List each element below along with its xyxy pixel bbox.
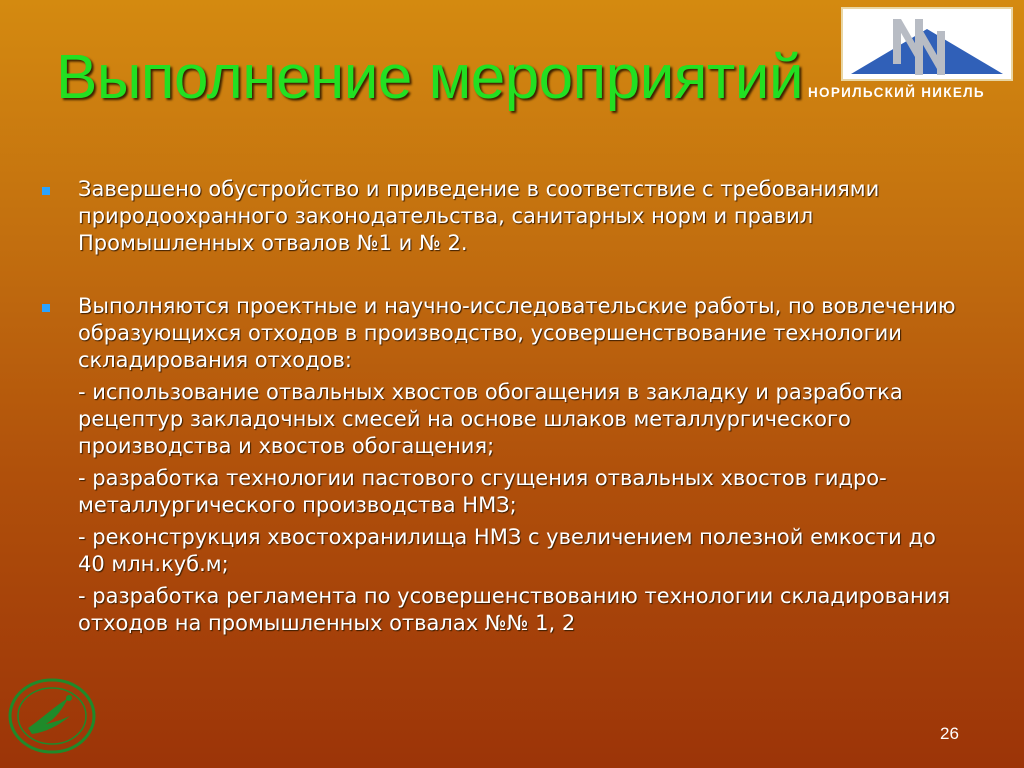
sub-item: - разработка технологии пастового сгущения отвальных хвостов гидро-металлургического производства НМЗ; bbox=[78, 466, 887, 517]
bullet-list bbox=[40, 176, 960, 637]
sub-item: - реконструкция хвостохранилища НМЗ с увеличением полезной емкости до 40 млн.куб.м; bbox=[78, 525, 936, 576]
slide-title: Выполнение мероприятий bbox=[56, 43, 804, 112]
page-number: 26 bbox=[940, 724, 959, 743]
square-bullet-icon bbox=[42, 304, 50, 312]
company-logo-text: НОРИЛЬСКИЙ НИКЕЛЬ bbox=[808, 85, 985, 100]
company-logo bbox=[841, 7, 1013, 81]
norilsk-nickel-logo-icon bbox=[843, 9, 1011, 79]
list-item bbox=[40, 293, 960, 637]
sub-item: - использование отвальных хвостов обогащения в закладку и разработка рецептур закладочных смесей на основе шлаков металлургического производства и хвостов обогащения; bbox=[78, 380, 903, 458]
list-item bbox=[40, 176, 960, 257]
bullet-text: Завершено обустройство и приведение в соответствие с требованиями природоохранного законодательства, санитарных норм и правил Промышленных отвалов №1 и № 2. bbox=[78, 177, 880, 255]
bullet-text: Выполняются проектные и научно-исследовательские работы, по вовлечению образующихся отходов в производство, усовершенствование технологии складирования отходов: bbox=[78, 294, 956, 372]
sub-item: - разработка регламента по усовершенствованию технологии складирования отходов на промышленных отвалах №№ 1, 2 bbox=[78, 584, 951, 635]
square-bullet-icon bbox=[42, 187, 50, 195]
bird-emblem-icon bbox=[6, 676, 98, 756]
